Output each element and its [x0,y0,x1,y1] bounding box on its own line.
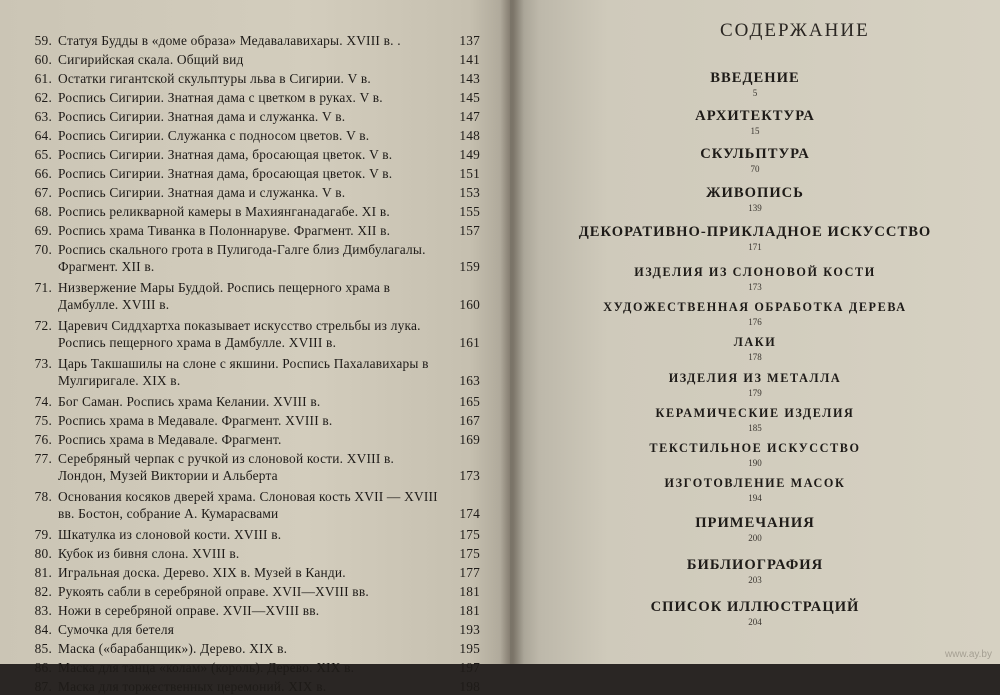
list-item: 74. Бог Саман. Роспись храма Келании. XVIII в. 165 [34,394,480,409]
page-title: СОДЕРЖАНИЕ [720,20,870,41]
toc-item-textile: ТЕКСТИЛЬНОЕ ИСКУССТВО 190 [649,441,861,468]
list-item: 61. Остатки гигантской скульптуры льва в Сигирии. V в. 143 [34,71,480,86]
list-item: 79. Шкатулка из слоновой кости. XVIII в. 175 [34,527,480,542]
toc-item-notes: ПРИМЕЧАНИЯ 200 [695,515,815,543]
toc-item-woodwork: ХУДОЖЕСТВЕННАЯ ОБРАБОТКА ДЕРЕВА 176 [603,300,907,327]
toc-item-bibliography: БИБЛИОГРАФИЯ 203 [686,557,824,585]
list-item: 80. Кубок из бивня слона. XVIII в. 175 [34,546,480,561]
watermark: www.ay.by [944,649,992,660]
list-item: 71. Низвержение Мары Буддой. Роспись пещерного храма в Дамбулле. XVIII в. 160 [34,280,480,312]
list-item: 78. Основания косяков дверей храма. Слоновая кость XVII — XVIII вв. Бостон, собрание А. Кумарасвами 174 [34,489,480,521]
list-item: 82. Рукоять сабли в серебряной оправе. XVII—XVIII вв. 181 [34,584,480,599]
list-item: 69. Роспись храма Тиванка в Полоннаруве. Фрагмент. XII в. 157 [34,223,480,238]
list-item: 67. Роспись Сигирии. Знатная дама и служанка. V в. 153 [34,185,480,200]
list-item: 59. Статуя Будды в «доме образа» Медавалавихары. XVIII в. . 137 [34,33,480,48]
list-item: 81. Игральная доска. Дерево. XIX в. Музей в Канди. 177 [34,565,480,580]
toc-item-painting: ЖИВОПИСЬ 139 [706,185,804,213]
list-item: 66. Роспись Сигирии. Знатная дама, бросающая цветок. V в. 151 [34,166,480,181]
toc-item-decorative-arts: ДЕКОРАТИВНО-ПРИКЛАДНОЕ ИСКУССТВО 171 [578,224,932,252]
toc-item-sculpture: СКУЛЬПТУРА 70 [700,146,810,174]
list-item: 73. Царь Такшашилы на слоне с якшини. Роспись Пахалавихары в Мулгиригале. XIX в. 163 [34,356,480,388]
list-item: 77. Серебряный черпак с ручкой из слоновой кости. XVIII в. Лондон, Музей Виктории и Альберта 173 [34,451,480,483]
toc-item-ivory: ИЗДЕЛИЯ ИЗ СЛОНОВОЙ КОСТИ 173 [634,265,876,292]
right-page [510,0,1000,664]
list-item: 86. Маска для танца «колам» (король). Дерево. XIX в. 197 [34,660,480,675]
toc-item-ceramics: КЕРАМИЧЕСКИЕ ИЗДЕЛИЯ 185 [655,406,855,433]
list-item: 85. Маска («барабанщик»). Дерево. XIX в. 195 [34,641,480,656]
toc-item-lacquer: ЛАКИ 178 [733,335,777,362]
list-item: 60. Сигирийская скала. Общий вид 141 [34,52,480,67]
list-item: 62. Роспись Сигирии. Знатная дама с цветком в руках. V в. 145 [34,90,480,105]
list-item: 63. Роспись Сигирии. Знатная дама и служанка. V в. 147 [34,109,480,124]
list-item: 64. Роспись Сигирии. Служанка с подносом цветов. V в. 148 [34,128,480,143]
list-item: 87. Маска для торжественных церемоний. XIX в. 198 [34,679,480,694]
list-item: 76. Роспись храма в Медавале. Фрагмент. 169 [34,432,480,447]
toc-item-architecture: АРХИТЕКТУРА 15 [695,108,815,136]
list-item: 70. Роспись скального грота в Пулигода-Галге близ Димбулагалы. Фрагмент. XII в. 159 [34,242,480,274]
list-item: 83. Ножи в серебряной оправе. XVII—XVIII вв. 181 [34,603,480,618]
toc-item-masks: ИЗГОТОВЛЕНИЕ МАСОК 194 [664,476,846,503]
list-item: 84. Сумочка для бетеля 193 [34,622,480,637]
list-item: 72. Царевич Сиддхартха показывает искусство стрельбы из лука. Роспись пещерного храма в Дамбулле. XVIII в. 161 [34,318,480,350]
toc-item-introduction: ВВЕДЕНИЕ 5 [710,70,800,98]
list-item: 65. Роспись Сигирии. Знатная дама, бросающая цветок. V в. 149 [34,147,480,162]
toc-item-illustrations: СПИСОК ИЛЛЮСТРАЦИЙ 204 [650,599,860,627]
list-item: 68. Роспись реликварной камеры в Махиянганадагабе. XI в. 155 [34,204,480,219]
toc-item-metal: ИЗДЕЛИЯ ИЗ МЕТАЛЛА 179 [668,371,842,398]
list-item: 75. Роспись храма в Медавале. Фрагмент. XVIII в. 167 [34,413,480,428]
